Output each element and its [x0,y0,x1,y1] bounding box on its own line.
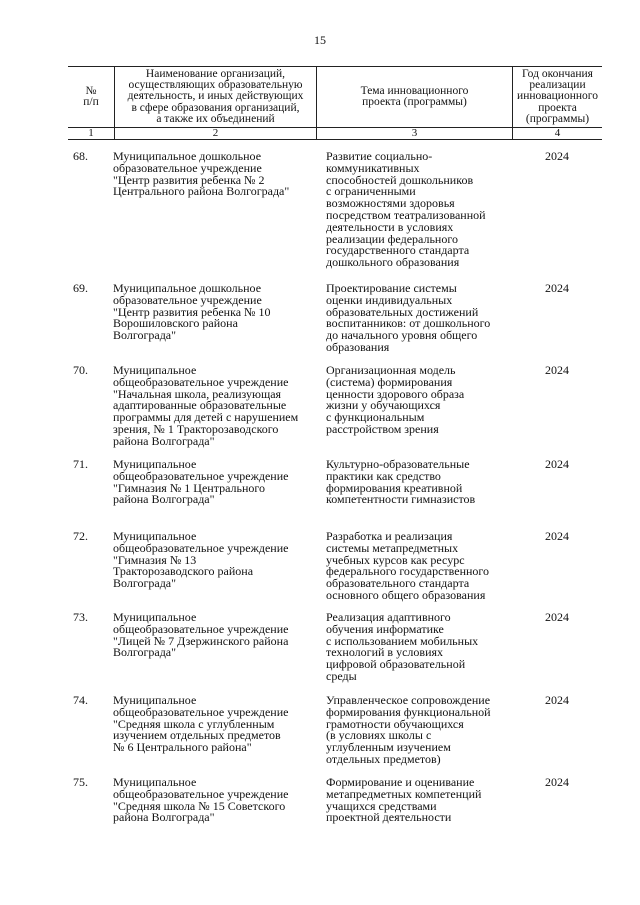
organization-name-line: Муниципальное [113,693,197,707]
column-number-label: 3 [411,127,418,139]
project-topic [326,365,512,436]
row-number: 69. [73,281,88,295]
header-col-organization-line: Наименование организаций, [145,67,286,80]
header-col-year [513,67,602,127]
project-topic-line: цифровой образовательной [326,657,466,672]
project-topic-line: обучения информатике [326,621,444,636]
row-number: 72. [73,529,88,543]
organization-name-line: Волгограда" [113,328,177,343]
row-number: 74. [73,693,88,707]
row-number: 71. [73,457,88,471]
project-topic [326,283,512,354]
project-topic-line: оценки индивидуальных [326,292,453,307]
row-number: 73. [73,610,88,624]
organization-name-line: Муниципальное [113,529,197,543]
project-topic-line: ценности здорового образа [326,386,465,401]
organization-name-line: Муниципальное [113,457,197,471]
column-number-label: 4 [554,127,561,139]
project-topic-line: Организационная модель [326,363,456,377]
project-topic-line: государственного стандарта [326,243,470,258]
end-year: 2024 [545,529,569,543]
organization-name [113,365,313,448]
organization-name-line: зрения, № 1 Тракторозаводского [113,421,279,436]
header-col-number-line: п/п [83,96,99,108]
organization-name-line: "Лицей № 7 Дзержинского района [113,633,289,648]
end-year: 2024 [545,457,569,471]
project-topic-line: формирования функциональной [326,704,491,719]
organization-name-line: района Волгограда" [113,433,215,448]
project-topic-line: образовательного стандарта [326,576,470,591]
header-col-topic [317,67,512,127]
project-topic-line: с функциональным [326,410,425,425]
project-topic-line: (в условиях школы с [326,728,432,743]
project-topic-line: учебных курсов как ресурс [326,552,465,567]
project-topic [326,531,512,602]
project-topic-line: отдельных предметов) [326,751,441,766]
organization-name-line: общеобразовательное учреждение [113,704,289,719]
project-topic-line: с ограниченными [326,184,416,199]
header-col-year-line: инновационного [517,90,598,103]
header-col-topic-line: проекта (программы) [362,96,467,108]
organization-name-line: адаптированные образовательные [113,398,287,413]
organization-name-line: общеобразовательное учреждение [113,786,289,801]
project-topic-line: с использованием мобильных [326,633,479,648]
header-col-topic-line: Тема инновационного [360,84,469,97]
header-col-organization-line: осуществляющих образовательную [128,79,303,92]
project-topic-line: грамотности обучающихся [326,716,464,731]
project-topic-line: способностей дошкольников [326,172,474,187]
project-topic-line: проектной деятельности [326,810,452,825]
project-topic [326,695,512,766]
organization-name [113,283,313,342]
project-topic [326,459,512,506]
organization-name-line: Муниципальное дошкольное [113,149,262,163]
project-topic-line: системы метапредметных [326,540,459,555]
organization-name-line: общеобразовательное учреждение [113,374,289,389]
project-topic-line: расстройством зрения [326,421,439,436]
organization-name-line: общеобразовательное учреждение [113,468,289,483]
project-topic-line: Формирование и оценивание [326,775,475,789]
organization-name-line: Муниципальное [113,775,197,789]
organization-name-line: Муниципальное [113,610,197,624]
project-topic-line: воспитанников: от дошкольного [326,316,491,331]
organization-name-line: "Гимназия № 1 Центрального [113,480,266,495]
organization-name-line: № 6 Центрального района" [113,740,252,755]
column-number-label: 2 [212,127,219,139]
project-topic-line: Развитие социально- [326,149,433,163]
header-col-year-line: Год окончания [522,67,593,80]
header-col-organization-line: в сфере образования организаций, [131,101,300,114]
organization-name [113,612,313,659]
project-topic-line: деятельности в условиях [326,219,454,234]
row-number: 70. [73,363,88,377]
project-topic-line: формирования креативной [326,480,463,495]
header-col-year-line: проекта [538,101,577,114]
row-number: 68. [73,149,88,163]
end-year: 2024 [545,363,569,377]
project-topic-line: дошкольного образования [326,255,460,270]
project-topic [326,777,512,824]
organization-name [113,695,313,754]
organization-name-line: района Волгограда" [113,492,215,507]
project-topic-line: учащихся средствами [326,798,437,813]
organization-name-line: программы для детей с нарушением [113,410,299,425]
table-header [68,66,602,140]
organization-name [113,777,313,824]
project-topic-line: возможностями здоровья [326,196,455,211]
project-topic-line: среды [326,668,357,683]
organization-name-line: изучением отдельных предметов [113,728,281,743]
organization-name-line: образовательное учреждение [113,160,262,175]
project-topic-line: основного общего образования [326,587,486,602]
header-col-organization-line: деятельность, и иных действующих [127,90,304,103]
organization-name-line: Ворошиловского района [113,316,238,331]
project-topic-line: Разработка и реализация [326,529,453,543]
organization-name-line: общеобразовательное учреждение [113,621,289,636]
header-col-organization [115,67,316,127]
page-number: 15 [314,33,326,47]
project-topic-line: коммуникативных [326,160,420,175]
project-topic [326,151,512,269]
project-topic-line: практики как средство [326,468,441,483]
column-number-label: 1 [88,127,94,139]
project-topic-line: жизни у обучающихся [326,398,441,413]
project-topic-line: реализации федерального [326,231,458,246]
end-year: 2024 [545,610,569,624]
header-col-number [68,67,114,127]
end-year: 2024 [545,775,569,789]
organization-name-line: Тракторозаводского района [113,564,254,579]
header-col-organization-line: а также их объединений [156,112,275,125]
end-year: 2024 [545,149,569,163]
project-topic-line: посредством театрализованной [326,207,486,222]
header-col-year-line: реализации [529,79,586,92]
project-topic-line: Культурно-образовательные [326,457,470,471]
end-year: 2024 [545,281,569,295]
organization-name-line: "Средняя школа с углубленным [113,716,275,731]
project-topic-line: компетентности гимназистов [326,492,476,507]
organization-name-line: Волгограда" [113,576,177,591]
end-year: 2024 [545,693,569,707]
project-topic [326,612,512,683]
organization-name-line: Центрального района Волгограда" [113,184,290,199]
project-topic-line: федерального государственного [326,564,490,579]
project-topic-line: (система) формирования [326,374,453,389]
organization-name-line: района Волгограда" [113,810,215,825]
project-topic-line: образовательных достижений [326,304,479,319]
project-topic-line: метапредметных компетенций [326,786,482,801]
organization-name [113,459,313,506]
organization-name-line: "Начальная школа, реализующая [113,386,282,401]
organization-name-line: общеобразовательное учреждение [113,540,289,555]
project-topic-line: Реализация адаптивного [326,610,451,624]
project-topic-line: до начального уровня общего [326,328,478,343]
project-topic-line: углубленным изучением [326,740,451,755]
organization-name-line: Волгограда" [113,645,177,660]
header-col-number-line: № [85,84,97,97]
project-topic-line: Проектирование системы [326,281,457,295]
project-topic-line: технологий в условиях [326,645,444,660]
organization-name-line: "Центр развития ребенка № 2 [113,172,265,187]
organization-name-line: "Центр развития ребенка № 10 [113,304,271,319]
row-number: 75. [73,775,88,789]
organization-name [113,531,313,590]
project-topic-line: Управленческое сопровождение [326,693,491,707]
organization-name-line: Муниципальное [113,363,197,377]
project-topic-line: образования [326,339,390,354]
organization-name-line: "Средняя школа № 15 Советского [113,798,286,813]
header-col-year-line: (программы) [525,112,590,125]
organization-name [113,151,313,198]
organization-name-line: Муниципальное дошкольное [113,281,262,295]
organization-name-line: образовательное учреждение [113,292,262,307]
organization-name-line: "Гимназия № 13 [113,552,197,567]
